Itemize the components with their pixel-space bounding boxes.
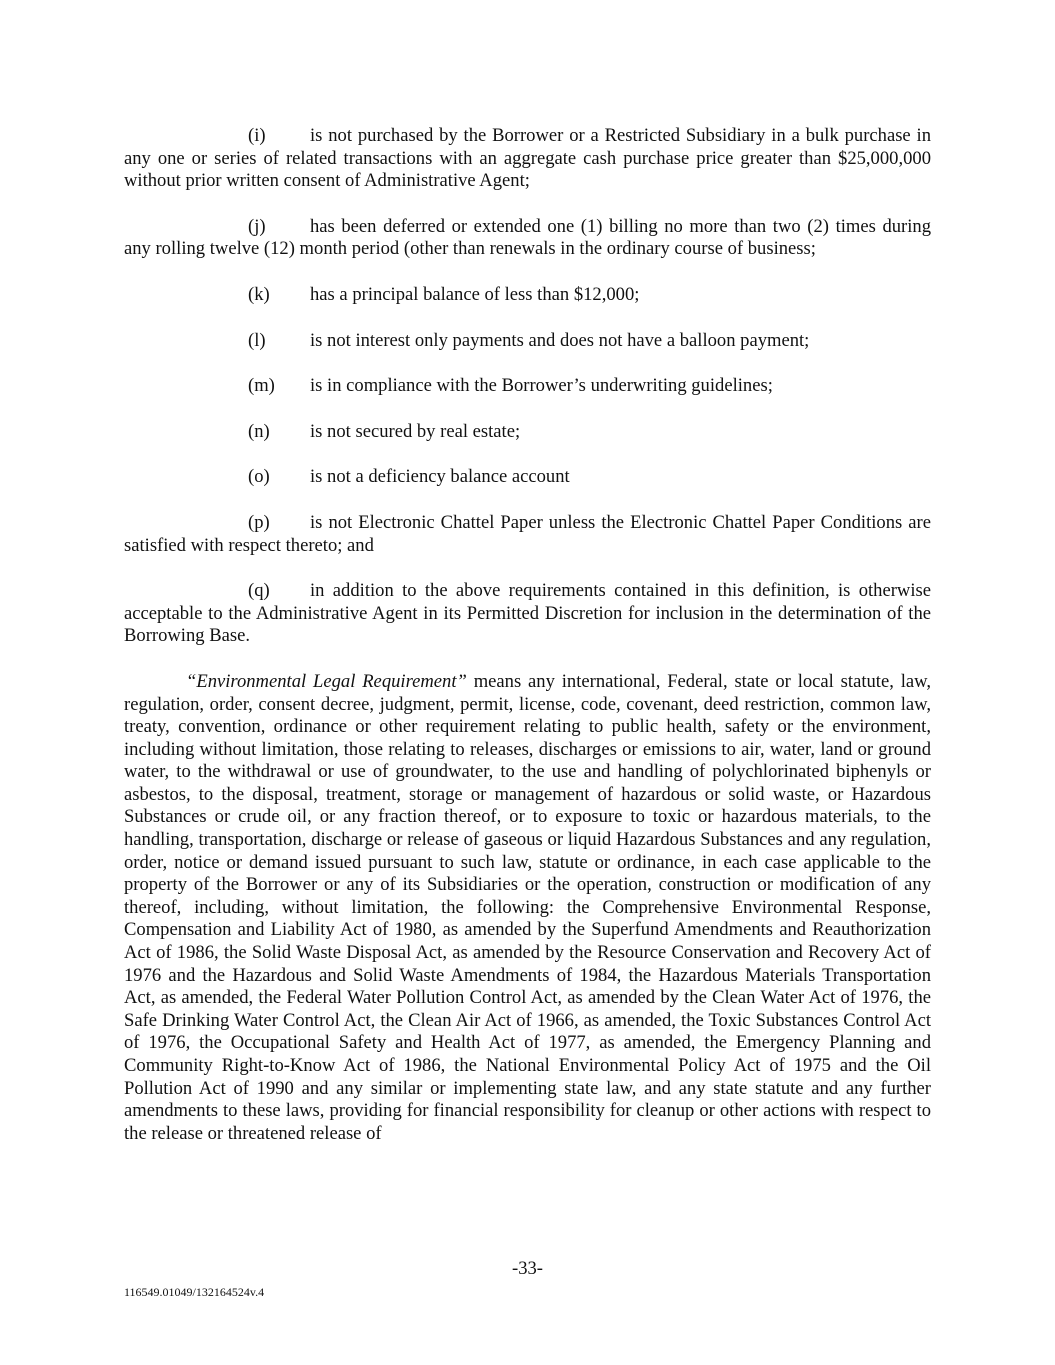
clause-label: (k) (248, 283, 270, 305)
clause-text: has been deferred or extended one (1) billing no more than two (2) times during any rolling twelve (12) month period (other than renewals in the ordinary course of business; (124, 215, 931, 260)
clause-i (124, 125, 931, 193)
document-body (124, 125, 931, 1145)
definition-text: means any international, Federal, state or local statute, law, regulation, order, consent decree, judgment, permit, license, code, covenant, deed restriction, common law, treaty, convention, ordinance or other requirement relating to public health, safety or the environment, including without limitation, those relating to releases, discharges or emissions to air, water, land or ground water, to the withdrawal or use of groundwater, to the use and handling of polychlorinated biphenyls or asbestos, to the disposal, treatment, storage or management of hazardous or solid waste, or Hazardous Substances or crude oil, or any fraction thereof, or to exposure to toxic or hazardous materials, to the handling, transportation, discharge or release of gaseous or liquid Hazardous Substances and any regulation, order, notice or demand issued pursuant to such law, statute or ordinance, in each case applicable to the property of the Borrower or any of its Subsidiaries or the operation, construction or modification of any thereof, including, without limitation, the following: the Comprehensive Environmental Response, Compensation and Liability Act of 1980, as amended by the Superfund Amendments and Reauthorization Act of 1986, the Solid Waste Disposal Act, as amended by the Resource Conservation and Recovery Act of 1976 and the Hazardous and Solid Waste Amendments of 1984, the Hazardous Materials Transportation Act, as amended, the Federal Water Pollution Control Act, as amended by the Clean Water Act of 1976, the Safe Drinking Water Control Act, the Clean Air Act of 1966, as amended, the Toxic Substances Control Act of 1976, the Occupational Safety and Health Act of 1977, as amended, the Emergency Planning and Community Right-to-Know Act of 1986, the National Environmental Policy Act of 1975 and the Oil Pollution Act of 1990 and any similar or implementing state law, and any state statute and any further amendments to these laws, providing for financial responsibility for cleanup or other actions with respect to the release or threatened release of (124, 670, 931, 1144)
clause-label: (q) (248, 580, 270, 602)
clause-q (124, 580, 931, 648)
clause-l (124, 330, 931, 353)
clause-label: (p) (248, 511, 270, 533)
clause-text: in addition to the above requirements contained in this definition, is otherwise acceptable to the Administrative Agent in its Permitted Discretion for inclusion in the determination of the Borrowing Base. (124, 580, 931, 647)
clause-o (124, 466, 931, 489)
clause-text: is in compliance with the Borrower’s underwriting guidelines; (310, 375, 773, 397)
clause-label: (o) (248, 466, 270, 488)
clause-p (124, 512, 931, 557)
clause-label: (l) (248, 329, 266, 351)
clause-text: has a principal balance of less than $12,000; (310, 283, 640, 305)
definition-environmental-legal-requirement (124, 671, 931, 1145)
clause-j (124, 216, 931, 261)
clause-label: (j) (248, 215, 266, 237)
clause-k (124, 284, 931, 307)
clause-label: (n) (248, 420, 270, 442)
clause-text: is not a deficiency balance account (310, 466, 570, 488)
clause-text: is not interest only payments and does not have a balloon payment; (310, 329, 810, 351)
defined-term: “Environmental Legal Requirement” (186, 670, 467, 692)
clause-label: (m) (248, 375, 275, 397)
clause-text: is not Electronic Chattel Paper unless the Electronic Chattel Paper Conditions are satisfied with respect thereto; and (124, 511, 931, 556)
clause-n (124, 421, 931, 444)
clause-m (124, 375, 931, 398)
clause-text: is not secured by real estate; (310, 420, 521, 442)
clause-label: (i) (248, 125, 266, 146)
page-number: -33- (512, 1258, 543, 1279)
clause-text: is not purchased by the Borrower or a Restricted Subsidiary in a bulk purchase in any one or series of related transactions with an aggregate cash purchase price greater than $25,000,000 without prior written consent of Administrative Agent; (124, 125, 931, 192)
document-id: 116549.01049/132164524v.4 (124, 1285, 265, 1299)
